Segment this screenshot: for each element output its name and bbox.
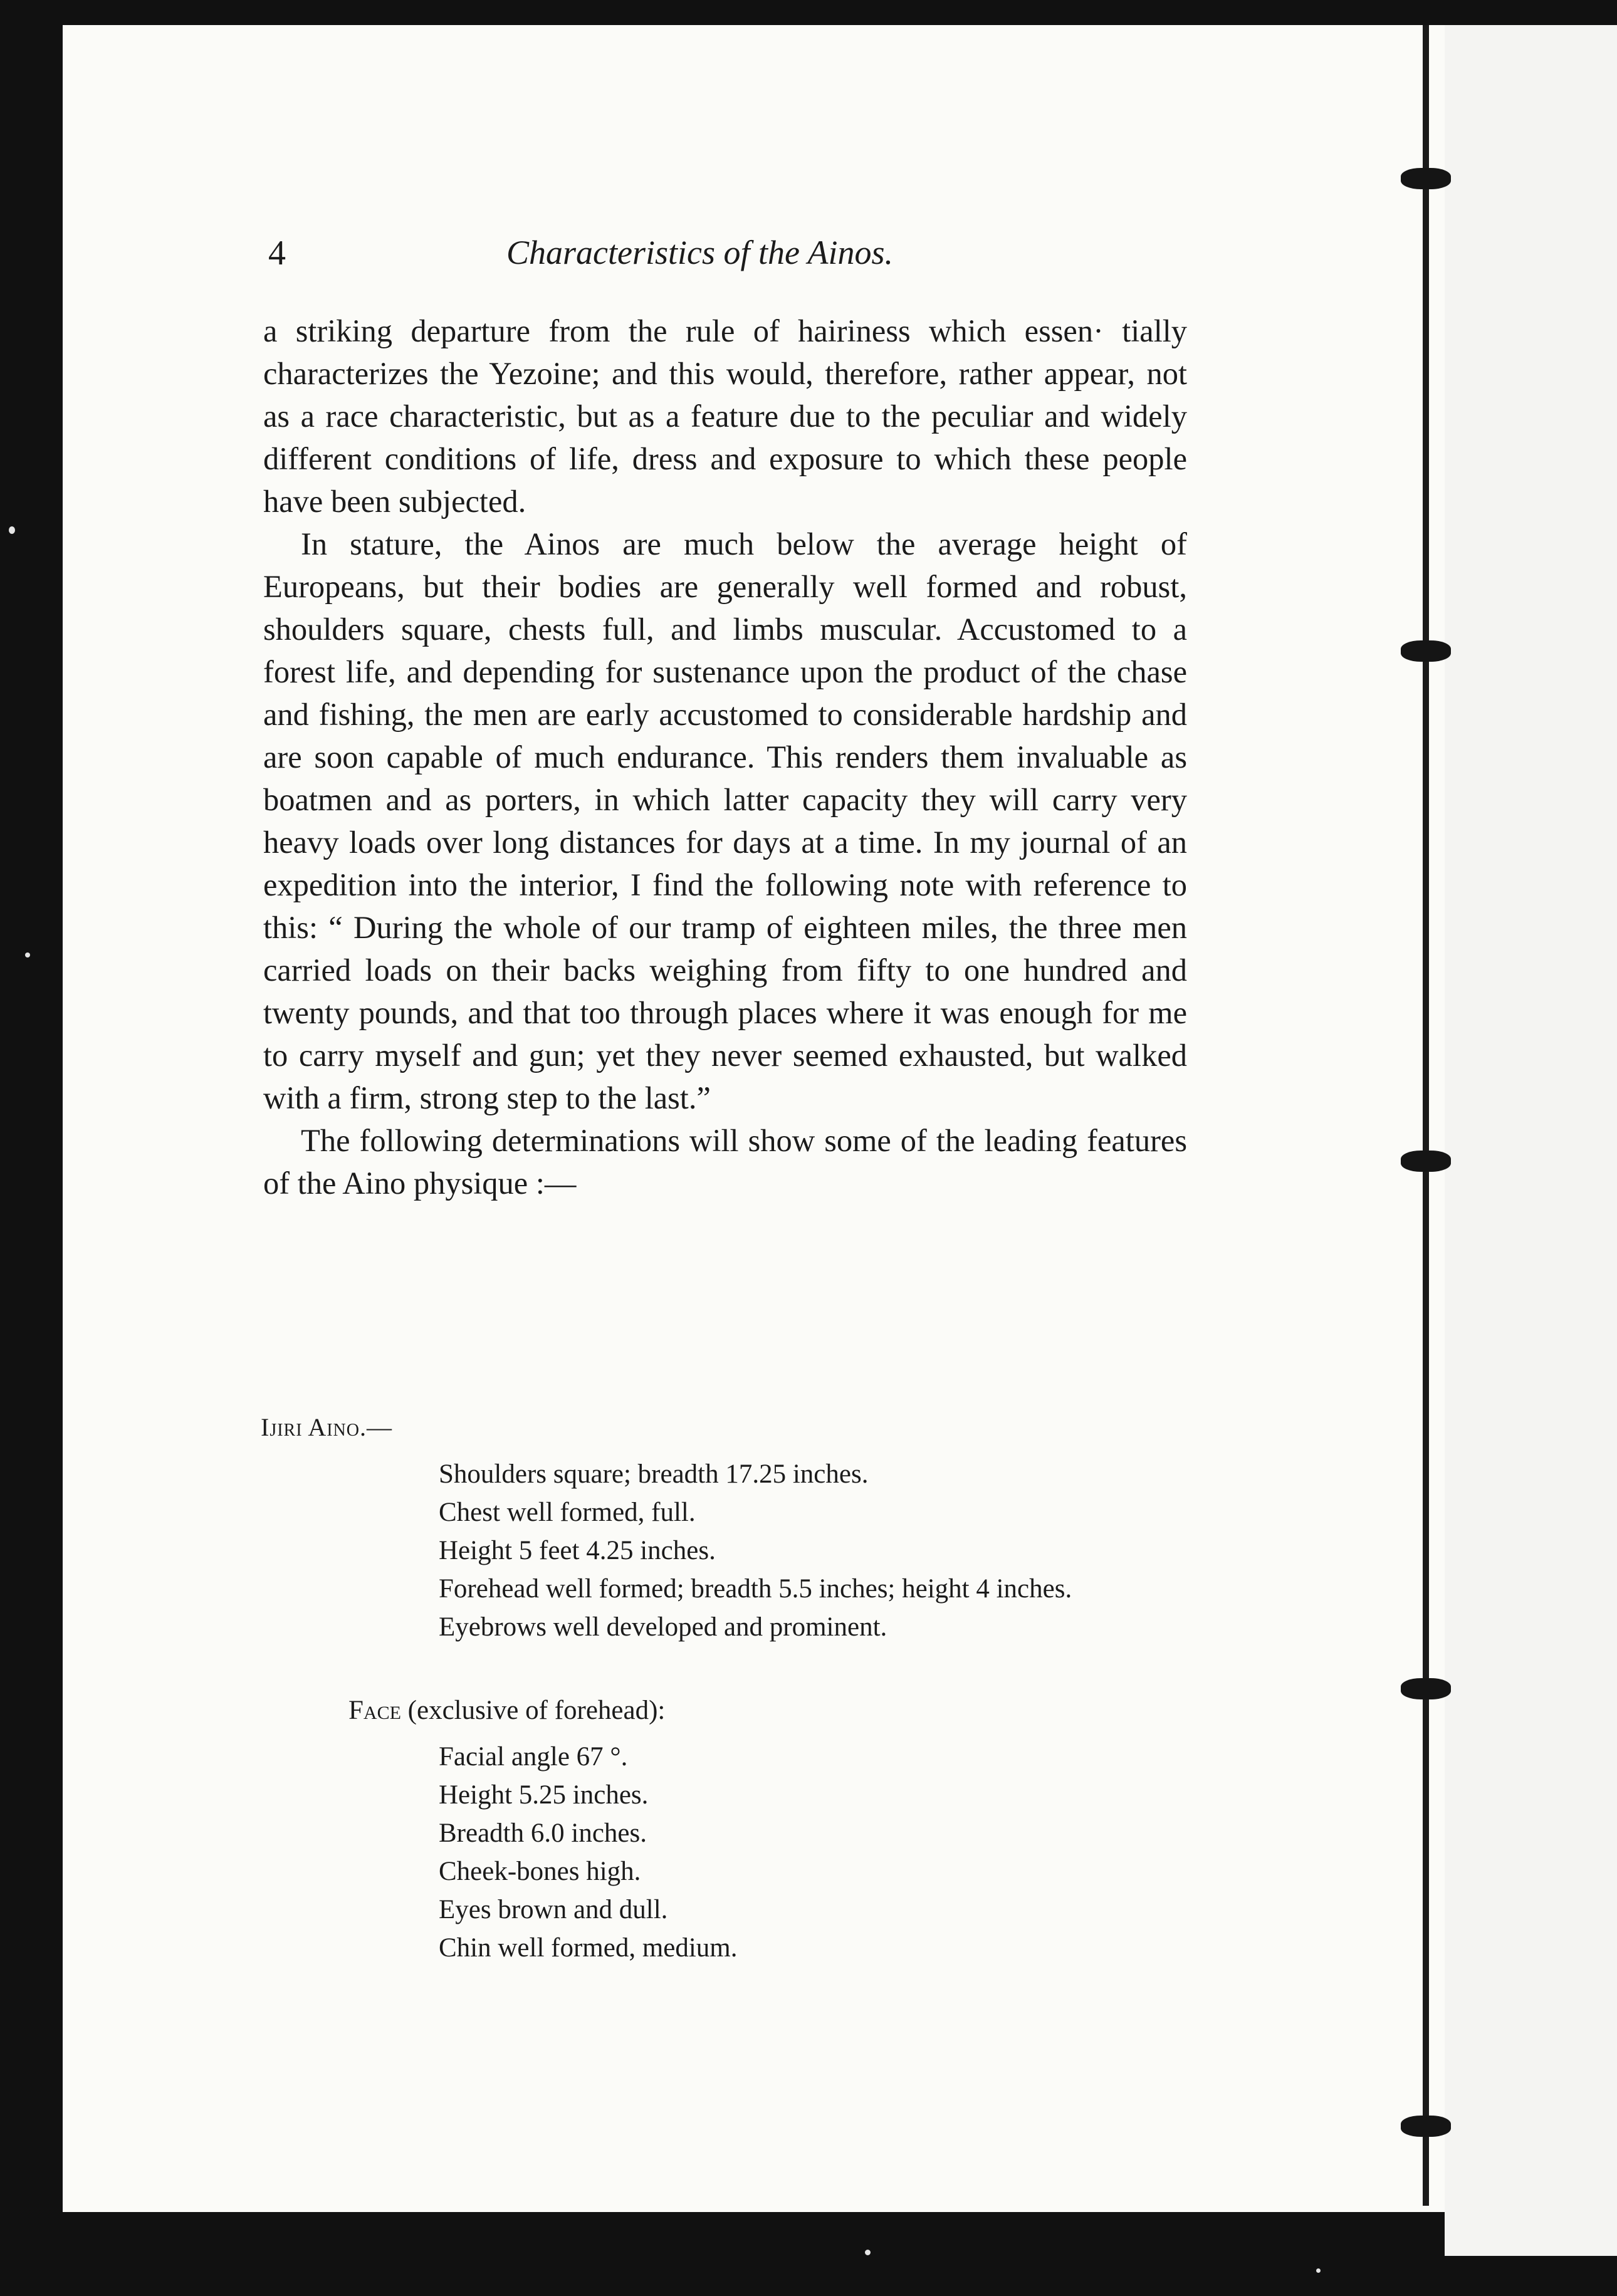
facing-page-edge	[1445, 25, 1617, 2256]
measurement-item: Forehead well formed; breadth 5.5 inches; height 4 inches.	[439, 1574, 1072, 1604]
measurement-item: Chest well formed, full.	[439, 1498, 696, 1527]
measurement-item: Height 5.25 inches.	[439, 1780, 649, 1810]
scan-speck	[25, 952, 30, 958]
body-text	[263, 310, 1187, 1204]
scan-speck	[865, 2250, 871, 2255]
measurement-item: Chin well formed, medium.	[439, 1933, 738, 1963]
measurement-item: Eyebrows well developed and prominent.	[439, 1612, 887, 1642]
binding-stitch	[1401, 2116, 1451, 2137]
measurement-item: Breadth 6.0 inches.	[439, 1819, 647, 1848]
running-title: Characteristics of the Ainos.	[506, 234, 893, 271]
scan-speck	[9, 526, 15, 534]
paragraph: a striking departure from the rule of hairiness which essen· tially characterizes the Yezoine; and this would, therefore, rather appear, not as a race characteristic, but as a feature due to the peculiar and widely different conditions of life, dress and exposure to which these people have been subjected.	[263, 313, 1187, 519]
measurement-item: Eyes brown and dull.	[439, 1895, 668, 1924]
specimen-heading: Ijiri Aino.—	[261, 1413, 392, 1441]
running-head	[268, 233, 1183, 277]
paragraph: The following determinations will show some of the leading features of the Aino physique :—	[263, 1123, 1187, 1201]
face-measurements	[439, 1738, 1191, 1967]
binding-stitch	[1401, 1151, 1451, 1172]
measurement-item: Cheek-bones high.	[439, 1857, 641, 1886]
binding-thread	[1423, 25, 1429, 2206]
binding-stitch	[1401, 168, 1451, 189]
binding-stitch	[1401, 1678, 1451, 1699]
face-heading-label: Face	[348, 1696, 401, 1725]
face-heading-rest: (exclusive of forehead):	[400, 1696, 666, 1725]
binding-stitch	[1401, 640, 1451, 662]
measurement-item: Facial angle 67 °.	[439, 1742, 628, 1772]
measurement-item: Shoulders square; breadth 17.25 inches.	[439, 1459, 869, 1489]
paragraph: In stature, the Ainos are much below the average height of Europeans, but their bodies are generally well formed and robust, shoulders square, chests full, and limbs muscular. Accustomed to a forest life, and depending for sustenance upon the product of the chase and fishing, the men are early accustomed to considerable hardship and are soon capable of much endurance. This renders them invaluable as boatmen and as porters, in which latter capacity they will carry very heavy loads over long distances for days at a time. In my journal of an expedition into the interior, I find the following note with reference to this: “ During the whole of our tramp of eighteen miles, the three men carried loads on their backs weighing from fifty to one hundred and twenty pounds, and that too through places where it was enough for me to carry myself and gun; yet they never seemed exhausted, but walked with a firm, strong step to the last.”	[263, 526, 1187, 1115]
scan-speck	[1316, 2268, 1321, 2273]
specimen-measurements	[439, 1455, 1191, 1646]
page-number: 4	[268, 234, 286, 273]
measurement-item: Height 5 feet 4.25 inches.	[439, 1536, 716, 1565]
face-heading	[348, 1695, 665, 1726]
